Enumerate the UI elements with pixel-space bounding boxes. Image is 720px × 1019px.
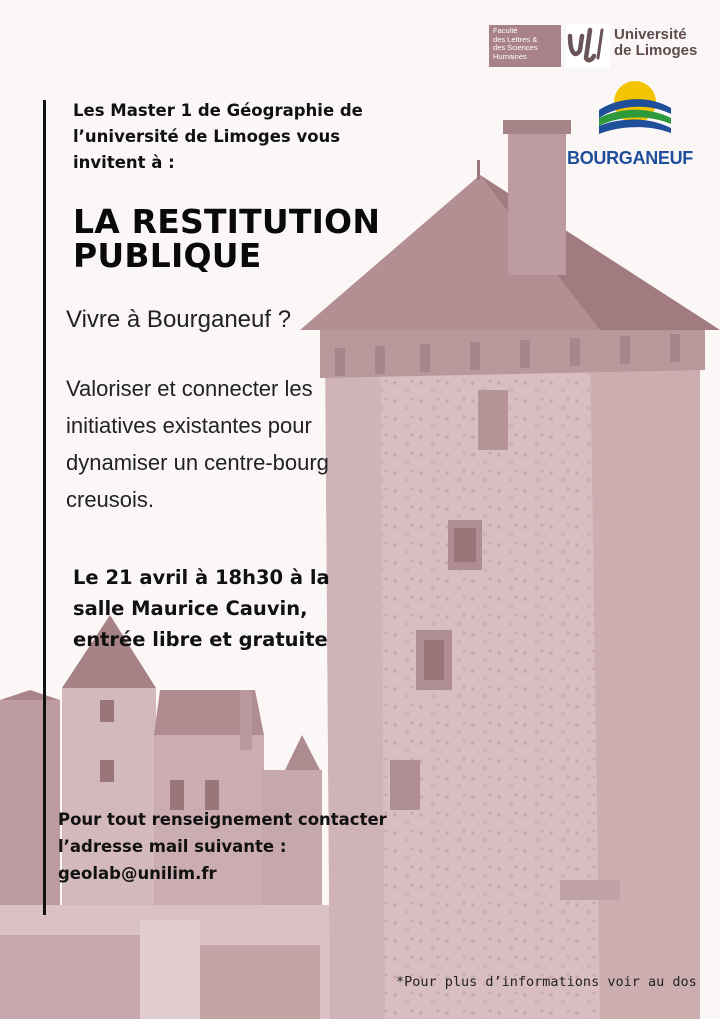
description-line: creusois. [66, 487, 155, 512]
university-line: Université [614, 26, 687, 43]
contact-line: Pour tout renseignement contacter [58, 810, 387, 829]
contact-info [58, 806, 387, 887]
university-name [614, 27, 697, 59]
event-description [66, 370, 329, 518]
title-line: LA RESTITUTION [73, 202, 381, 241]
intro-line: Les Master 1 de Géographie de [73, 101, 363, 120]
event-subtitle: Vivre à Bourganeuf ? [66, 306, 292, 333]
university-logo-mark [566, 24, 610, 68]
faculty-line: Faculté [493, 26, 518, 35]
event-line: salle Maurice Cauvin, [73, 597, 308, 620]
faculty-line: des Lettres & [493, 34, 538, 44]
faculty-line: des Sciences [493, 43, 538, 53]
footnote: *Pour plus d’informations voir au dos [396, 974, 697, 990]
faculty-line: Humaines [493, 51, 527, 61]
description-line: dynamiser un centre-bourg [66, 450, 329, 475]
description-line: Valoriser et connecter les [66, 376, 313, 401]
university-line: de Limoges [614, 42, 698, 59]
event-title [73, 202, 381, 275]
intro-line: invitent à : [73, 153, 175, 172]
bourganeuf-logo-icon [597, 80, 673, 138]
contact-line: l’adresse mail suivante : [58, 837, 287, 856]
faculty-logo [489, 25, 561, 67]
bourganeuf-wordmark: BOURGANEUF [567, 148, 693, 168]
intro-text [73, 98, 363, 176]
event-line: Le 21 avril à 18h30 à la [73, 566, 330, 589]
title-line: PUBLIQUE [73, 236, 262, 275]
event-line: entrée libre et gratuite [73, 628, 328, 651]
event-details [73, 562, 330, 655]
contact-email[interactable]: geolab@unilim.fr [58, 864, 217, 883]
description-line: initiatives existantes pour [66, 413, 312, 438]
intro-line: l’université de Limoges vous [73, 127, 341, 146]
accent-line [43, 100, 46, 915]
